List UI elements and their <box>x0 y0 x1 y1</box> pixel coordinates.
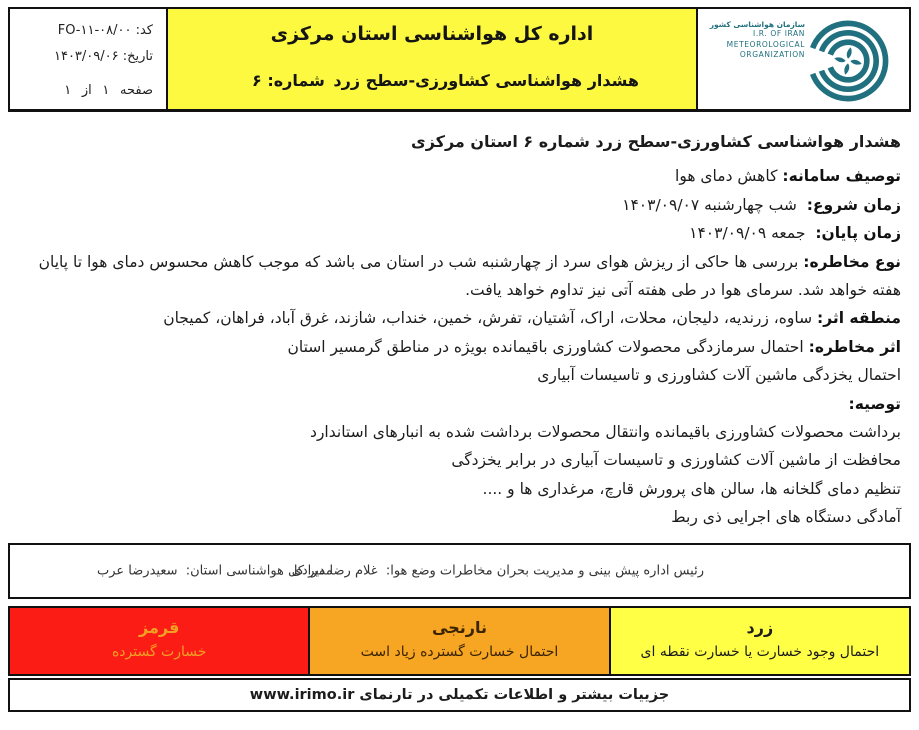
legend-orange-cell <box>308 608 608 674</box>
body-paragraph <box>18 503 901 531</box>
body-text <box>18 128 901 532</box>
page-indicator: صفحه ۱ از ۱ <box>64 83 153 98</box>
organization-title: اداره کل هواشناسی استان مرکزی <box>270 23 594 45</box>
severity-legend <box>8 606 911 676</box>
paragraph-text: جمعه ۱۴۰۳/۰۹/۰۹ <box>689 224 816 243</box>
logo-caption-en3: ORGANIZATION <box>739 50 805 59</box>
legend-yellow-name: زرد <box>746 618 774 637</box>
footer-note: جزییات بیشتر و اطلاعات تکمیلی در تارنمای www.irimo.ir <box>249 687 670 703</box>
paragraph-label: توصیف سامانه: <box>782 167 901 186</box>
date-label: تاریخ: <box>122 49 153 64</box>
code-label: کد: <box>135 23 153 38</box>
paragraph-text: احتمال یخزدگی ماشین آلات کشاورزی و تاسیسات آبیاری <box>537 366 901 385</box>
signature-forecast-head: رئیس اداره پیش بینی و مدیریت بحران مخاطرات وضع هوا: غلام رضا مرادی <box>291 563 704 579</box>
code-value: FO-۱۱-۰۸/۰۰ <box>57 23 132 38</box>
paragraph-label: زمان پایان: <box>815 224 901 243</box>
paragraph-label: اثر مخاطره: <box>808 337 901 356</box>
legend-orange-name: نارنجی <box>432 618 487 637</box>
signature-director-general: مدیر کل هواشناسی استان: سعیدرضا عرب <box>97 563 333 579</box>
paragraph-label: توصیه: <box>848 394 901 413</box>
paragraph-label: منطقه اثر: <box>817 309 901 328</box>
logo-cell <box>698 9 909 109</box>
paragraph-label: نوع مخاطره: <box>803 252 901 271</box>
paragraph-label: زمان شروع: <box>806 195 901 214</box>
header-title-cell <box>168 9 698 109</box>
body-paragraph <box>18 390 901 418</box>
legend-yellow-desc: احتمال وجود خسارت یا خسارت نقطه ای <box>640 644 880 660</box>
paragraph-text: بررسی ها حاکی از ریزش هوای سرد از چهارشنبه شب در استان می باشد که موجب کاهش محسوس دمای هوا تا پایان هفته خواهد شد. سرمای هوا در طی هفته آتی نیز تداوم خواهد یافت. <box>38 252 901 300</box>
body-paragraph <box>18 446 901 474</box>
document-date <box>16 44 153 70</box>
body-paragraph <box>18 418 901 446</box>
document-info-cell <box>10 9 168 109</box>
body-paragraph <box>18 475 901 503</box>
irimo-spiral-logo-icon <box>801 14 895 108</box>
header-table <box>8 7 911 112</box>
body-paragraphs <box>18 162 901 531</box>
paragraph-text: محافظت از ماشین آلات کشاورزی و تاسیسات آبیاری در برابر یخزدگی <box>451 451 901 470</box>
paragraph-text: شب چهارشنبه ۱۴۰۳/۰۹/۰۷ <box>622 195 807 214</box>
legend-yellow-cell <box>609 608 909 674</box>
date-value: ۱۴۰۳/۰۹/۰۶ <box>53 49 119 64</box>
document-code <box>16 18 153 44</box>
body-paragraph <box>18 361 901 389</box>
legend-red-desc: خسارت گسترده <box>111 644 207 660</box>
warning-number: شماره: ۶ <box>252 71 325 90</box>
logo-caption-fa: سازمان هواشناسی کشور <box>709 20 805 29</box>
logo-caption-en2: METEOROLOGICAL <box>726 39 805 49</box>
warning-type-label: هشدار هواشناسی کشاورزی-سطح زرد <box>333 71 639 90</box>
legend-red-cell <box>10 608 308 674</box>
body-paragraph <box>18 333 901 361</box>
body-paragraph <box>18 191 901 219</box>
paragraph-text: احتمال سرمازدگی محصولات کشاورزی باقیمانده بویژه در مناطق گرمسیر استان <box>287 337 809 356</box>
body-paragraph <box>18 248 901 305</box>
body-paragraph <box>18 162 901 190</box>
paragraph-text: کاهش دمای هوا <box>675 167 783 186</box>
paragraph-text: تنظیم دمای گلخانه ها، سالن های پرورش قارچ، مرغداری ها و .... <box>482 479 901 498</box>
logo-caption-en1: I.R. OF IRAN <box>753 29 805 38</box>
body-paragraph <box>18 304 901 332</box>
legend-orange-desc: احتمال خسارت گسترده زیاد است <box>360 644 559 660</box>
logo-caption <box>710 20 805 61</box>
signature-box <box>8 543 911 599</box>
footer-note-box <box>8 678 911 712</box>
bulletin-title: هشدار هواشناسی کشاورزی-سطح زرد شماره ۶ استان مرکزی <box>411 132 901 151</box>
paragraph-text: آمادگی دستگاه های اجرایی ذی ربط <box>671 508 901 527</box>
paragraph-text: ساوه، زرندیه، دلیجان، محلات، اراک، آشتیان، تفرش، خمین، خنداب، شازند، غرق آباد، فراهان، کمیجان <box>163 309 818 328</box>
paragraph-text: برداشت محصولات کشاورزی باقیمانده وانتقال محصولات برداشت شده به انبارهای استاندارد <box>310 423 901 442</box>
body-paragraph <box>18 219 901 247</box>
legend-red-name: قرمز <box>139 618 180 637</box>
